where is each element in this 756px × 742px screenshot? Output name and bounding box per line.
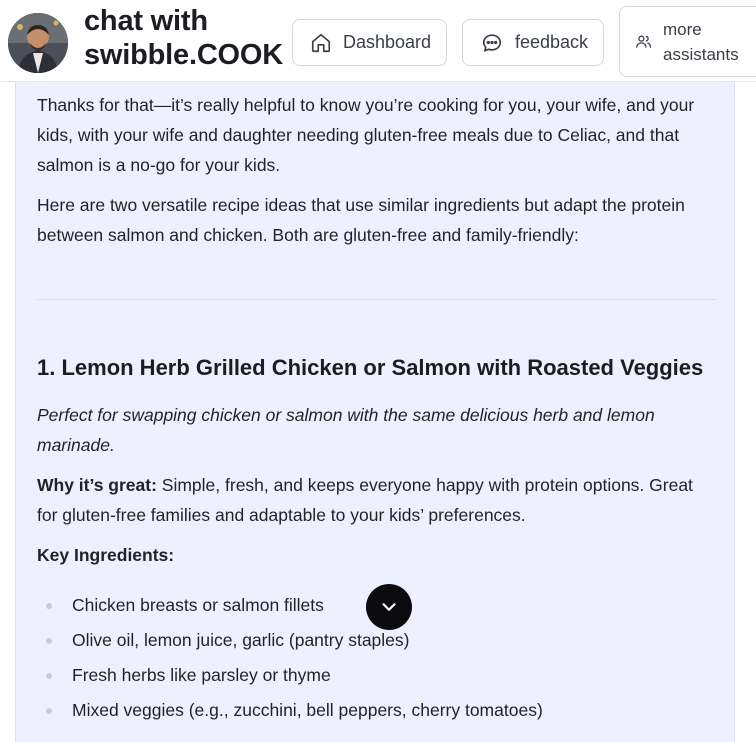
lead-paragraph: Here are two versatile recipe ideas that use similar ingredients but adapt the protein between salmon and chicken. Both are gluten-free and family-friendly: [37, 195, 685, 245]
why-great-paragraph [37, 470, 717, 530]
recipe-subtitle: Perfect for swapping chicken or salmon with the same delicious herb and lemon marinade. [37, 405, 655, 455]
ingredient-text: Chicken breasts or salmon fillets [72, 595, 324, 615]
why-great-text: Simple, fresh, and keeps everyone happy with protein options. Great for gluten-free families and adaptable to your kids’ preferences. [37, 475, 693, 525]
list-item [37, 660, 717, 695]
bullet-icon [46, 673, 52, 679]
ingredient-text: Olive oil, lemon juice, garlic (pantry staples) [72, 630, 410, 650]
bullet-icon [46, 638, 52, 644]
more-assistants-button[interactable] [619, 6, 756, 77]
feedback-button[interactable] [462, 19, 604, 66]
recipe-heading: 1. Lemon Herb Grilled Chicken or Salmon with Roasted Veggies [37, 355, 704, 380]
app-title-line1: chat with [84, 5, 208, 37]
app-title-line2: swibble.COOK [84, 39, 284, 71]
home-icon [310, 32, 332, 54]
bullet-icon [46, 708, 52, 714]
list-item [37, 695, 717, 730]
intro-paragraph: Thanks for that—it’s really helpful to know you’re cooking for you, your wife, and your kids, with your wife and daughter needing gluten-free meals due to Celiac, and that salmon is a no-go for your kids. [37, 95, 695, 175]
dashboard-button[interactable] [292, 19, 447, 66]
ingredient-text: Mixed veggies (e.g., zucchini, bell peppers, cherry tomatoes) [72, 700, 543, 720]
feedback-label: feedback [515, 32, 589, 52]
chat-bubble-icon [481, 32, 503, 54]
bullet-icon [46, 603, 52, 609]
section-divider [37, 299, 716, 300]
top-header [0, 0, 756, 82]
scroll-to-bottom-button[interactable] [366, 584, 412, 630]
why-great-label: Why it’s great: [37, 475, 157, 495]
list-item [37, 625, 717, 660]
ingredient-text: Fresh herbs like parsley or thyme [72, 665, 331, 685]
users-icon [635, 33, 652, 50]
key-ingredients-label: Key Ingredients: [37, 545, 175, 565]
chef-avatar [8, 13, 68, 73]
chevron-down-icon [378, 596, 400, 618]
dashboard-label: Dashboard [343, 32, 432, 52]
assistant-message-panel [15, 82, 735, 742]
app-title [84, 4, 283, 72]
more-assistants-label: more assistants [663, 19, 739, 64]
